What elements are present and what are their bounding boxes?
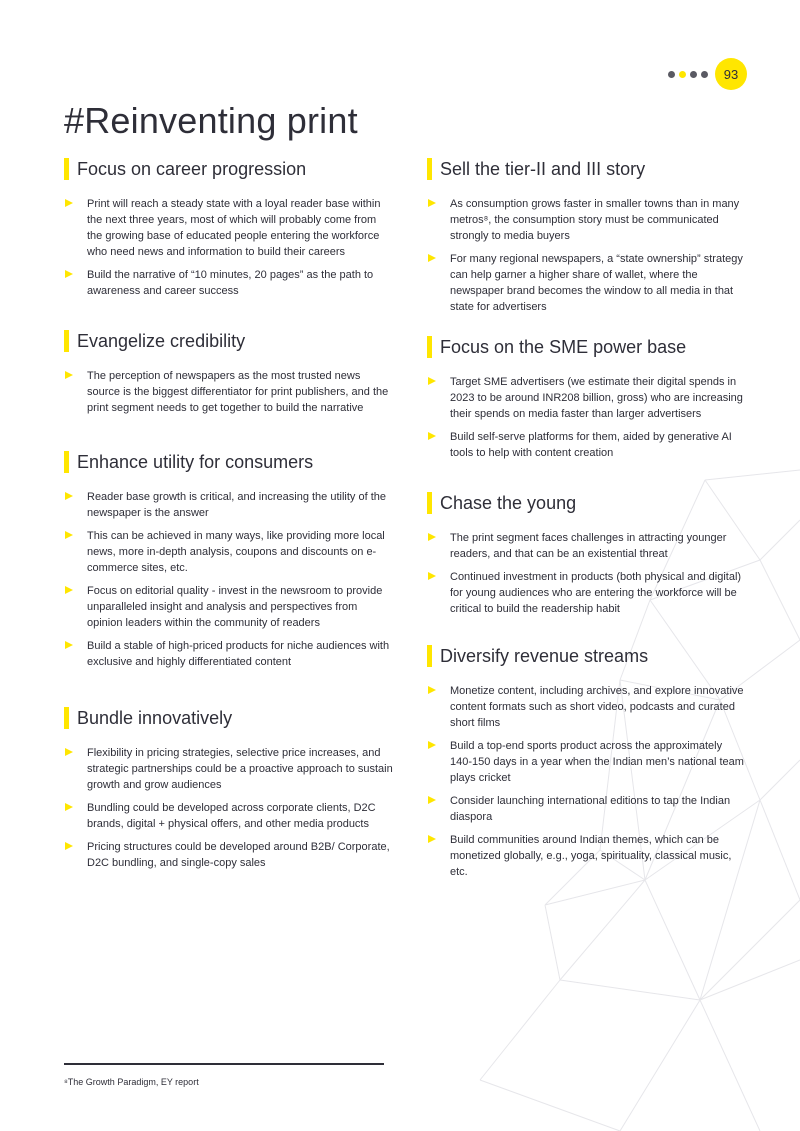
arrow-bullet-icon [65,803,73,811]
section-heading: Diversify revenue streams [427,645,747,667]
footnote: ⁸The Growth Paradigm, EY report [64,1077,199,1087]
section-tier-ii-iii-story [427,158,747,322]
list-item: The print segment faces challenges in attracting younger readers, and that can be an existential threat [427,530,747,562]
list-item: Build a stable of high-priced products for niche audiences with exclusive and highly differentiated content [64,638,394,670]
arrow-bullet-icon [428,835,436,843]
section-evangelize-credibility [64,330,394,423]
list-item: Focus on editorial quality - invest in the newsroom to provide unparalleled insight and analysis and perspectives from opinion leaders within the community of readers [64,583,394,631]
section-enhance-utility [64,451,394,677]
arrow-bullet-icon [428,199,436,207]
footnote-divider [64,1063,384,1065]
arrow-bullet-icon [65,371,73,379]
list-item: Continued investment in products (both physical and digital) for young audiences who are entering the workforce will be critical to build the readership habit [427,569,747,617]
arrow-bullet-icon [65,748,73,756]
arrow-bullet-icon [428,377,436,385]
list-item: Bundling could be developed across corporate clients, D2C brands, digital + physical offers, and other media products [64,800,394,832]
page-number-badge: 93 [715,58,747,90]
arrow-bullet-icon [65,641,73,649]
list-item: Print will reach a steady state with a loyal reader base within the next three years, most of which will probably come from the growing base of educated people entering the workforce who need news and information to build their careers [64,196,394,260]
arrow-bullet-icon [65,842,73,850]
list-item: Build communities around Indian themes, which can be monetized globally, e.g., yoga, spirituality, classical music, etc. [427,832,747,880]
list-item: The perception of newspapers as the most trusted news source is the biggest differentiator for print publishers, and the print segment needs to get together to build the narrative [64,368,394,416]
list-item: Flexibility in pricing strategies, selective price increases, and strategic partnerships could be a proactive approach to sustain growth and grow audiences [64,745,394,793]
arrow-bullet-icon [65,199,73,207]
arrow-bullet-icon [428,533,436,541]
list-item: Monetize content, including archives, and explore innovative content formats such as short video, podcasts and curated short films [427,683,747,731]
arrow-bullet-icon [428,572,436,580]
section-heading: Evangelize credibility [64,330,394,352]
list-item: Target SME advertisers (we estimate their digital spends in 2023 to be around INR208 billion, gross) who are increasing their spends on media faster than larger advertisers [427,374,747,422]
section-heading: Focus on career progression [64,158,394,180]
list-item: Consider launching international editions to tap the Indian diaspora [427,793,747,825]
arrow-bullet-icon [428,796,436,804]
page-dot-icon [690,71,697,78]
arrow-bullet-icon [65,270,73,278]
arrow-bullet-icon [428,432,436,440]
section-sme-power-base [427,336,747,468]
page-dot-icon [668,71,675,78]
section-chase-the-young [427,492,747,624]
arrow-bullet-icon [65,492,73,500]
arrow-bullet-icon [428,686,436,694]
arrow-bullet-icon [65,531,73,539]
page-dot-active-icon [679,71,686,78]
arrow-bullet-icon [428,254,436,262]
section-career-progression [64,158,394,306]
page-dot-icon [701,71,708,78]
section-bundle-innovatively [64,707,394,878]
arrow-bullet-icon [428,741,436,749]
list-item: Build a top-end sports product across the approximately 140-150 days in a year when the Indian men’s national team plays cricket [427,738,747,786]
page-title: #Reinventing print [64,100,358,141]
section-heading: Sell the tier-II and III story [427,158,747,180]
list-item: Build self-serve platforms for them, aided by generative AI tools to help with content creation [427,429,747,461]
list-item: As consumption grows faster in smaller towns than in many metros⁸, the consumption story must be communicated strongly to media buyers [427,196,747,244]
list-item: Build the narrative of “10 minutes, 20 pages” as the path to awareness and career success [64,267,394,299]
section-heading: Chase the young [427,492,747,514]
list-item: Reader base growth is critical, and increasing the utility of the newspaper is the answer [64,489,394,521]
page-navigation [668,58,747,90]
list-item: For many regional newspapers, a “state ownership” strategy can help garner a higher share of wallet, where the newspaper brand becomes the window to all media in that state for advertisers [427,251,747,315]
section-diversify-revenue [427,645,747,887]
arrow-bullet-icon [65,586,73,594]
section-heading: Bundle innovatively [64,707,394,729]
section-heading: Focus on the SME power base [427,336,747,358]
section-heading: Enhance utility for consumers [64,451,394,473]
list-item: This can be achieved in many ways, like providing more local news, more in-depth analysis, coupons and discounts on e-commerce sites, etc. [64,528,394,576]
list-item: Pricing structures could be developed around B2B/ Corporate, D2C bundling, and single-copy sales [64,839,394,871]
